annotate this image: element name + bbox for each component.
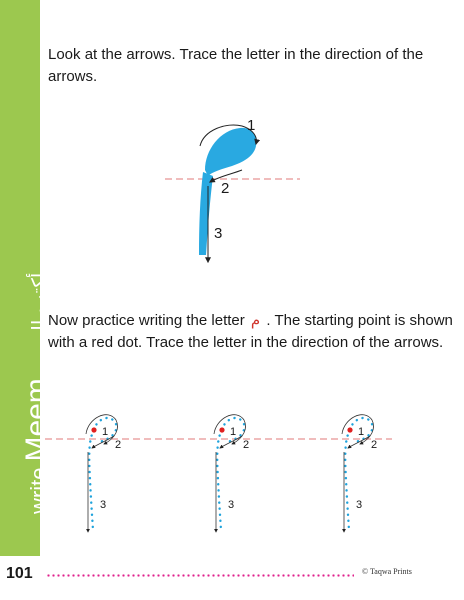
copyright-notice	[362, 567, 412, 576]
page-number: 101	[6, 565, 33, 582]
publisher-name: Taqwa Prints	[369, 567, 412, 576]
practice-label-2: 2	[243, 439, 250, 451]
start-dot	[219, 427, 224, 432]
practice-label-1: 1	[358, 426, 365, 438]
instruction-practice-part1: Now practice writing the letter	[48, 312, 245, 329]
practice-label-1: 1	[230, 426, 237, 438]
practice-tail-dots	[217, 430, 222, 530]
step-label-2: 2	[221, 180, 230, 197]
inline-meem-letter: م	[250, 311, 261, 329]
start-dot	[347, 427, 352, 432]
practice-label-3: 3	[356, 499, 363, 511]
practice-label-2: 2	[371, 439, 378, 451]
main-meem-figure	[165, 117, 300, 262]
instruction-trace: Look at the arrows. Trace the letter in the direction of the arrows.	[48, 46, 424, 85]
practice-label-3: 3	[100, 499, 107, 511]
sidebar-title-write: write	[26, 467, 51, 514]
meem-head-shape	[205, 128, 256, 176]
practice-meem-2	[214, 415, 249, 532]
practice-label-2: 2	[115, 439, 122, 451]
step-label-1: 1	[247, 117, 256, 134]
practice-label-1: 1	[102, 426, 109, 438]
practice-tail-dots	[89, 430, 94, 530]
sidebar-title-arabic: أكتب الميم	[27, 272, 51, 363]
practice-meem-3	[342, 415, 377, 532]
start-dot	[91, 427, 96, 432]
practice-meem-1	[86, 415, 121, 532]
meem-tail-shape	[199, 172, 213, 255]
copyright-icon: ©	[362, 567, 369, 576]
footer-dotted-line	[46, 574, 354, 577]
practice-label-3: 3	[228, 499, 235, 511]
instruction-practice-part2: . The starting point is shown with a red dot. Trace the letter in the direction of the arrows.	[48, 312, 453, 351]
step-label-3: 3	[214, 225, 223, 242]
practice-tail-dots	[345, 430, 350, 530]
sidebar-title-meem: Meem	[20, 378, 53, 462]
